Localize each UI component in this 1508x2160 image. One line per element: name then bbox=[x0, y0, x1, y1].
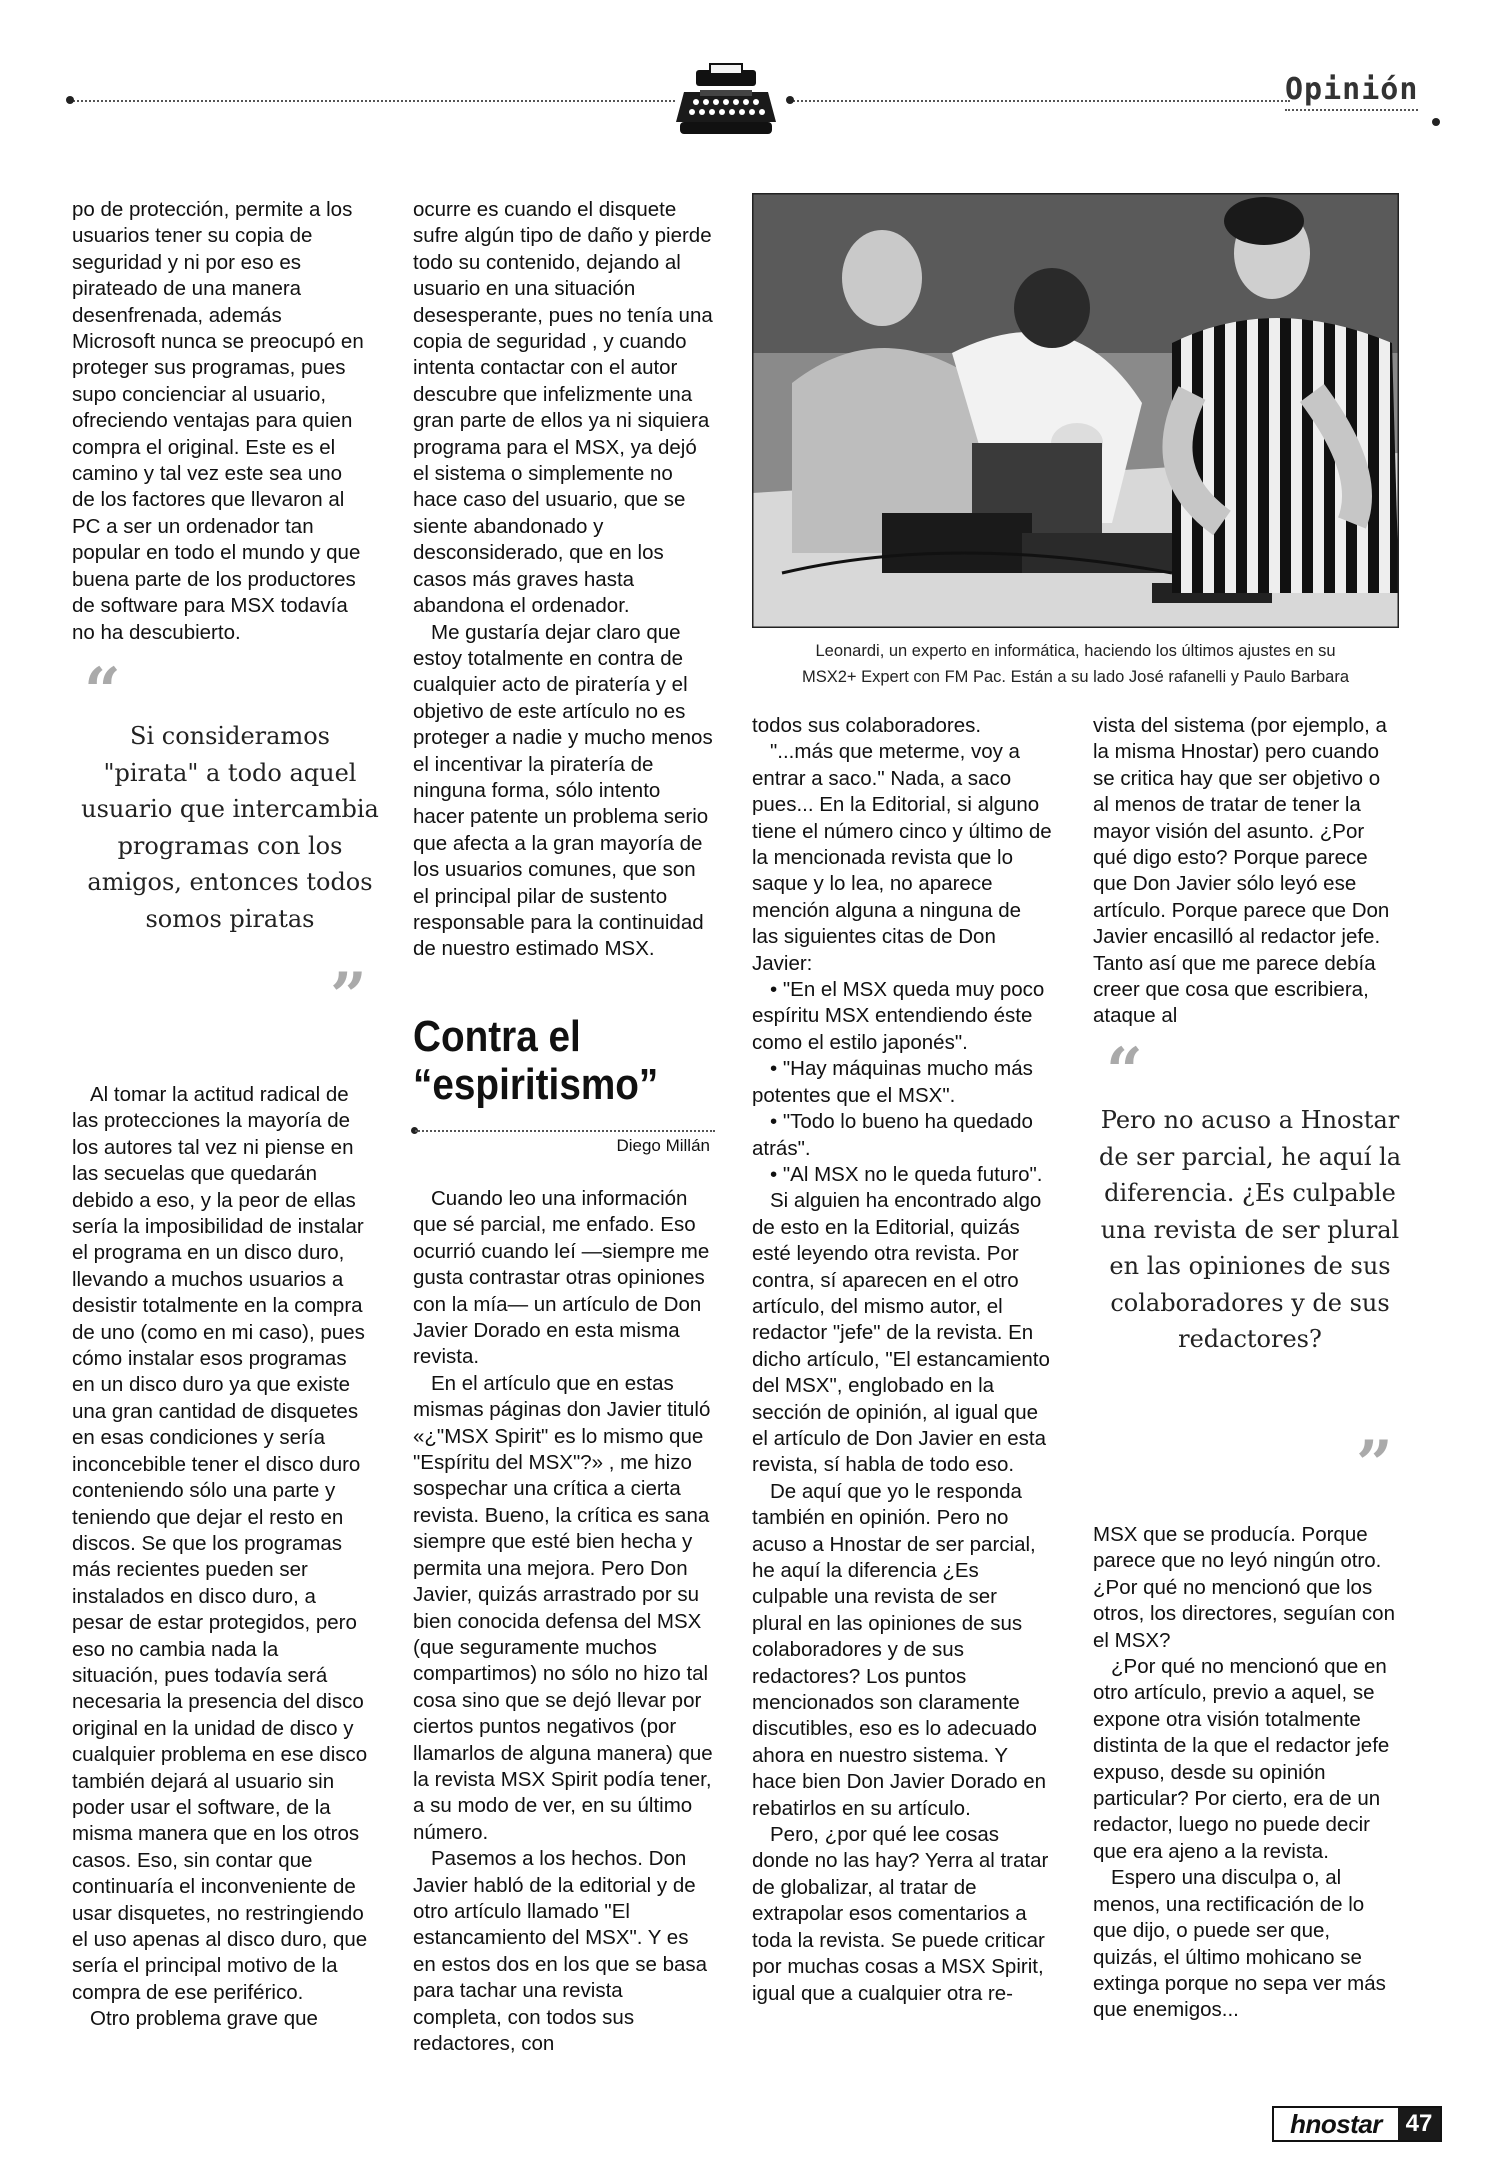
header-dot-left bbox=[66, 96, 74, 104]
paragraph: ¿Por qué no mencionó que en otro artículo, previo a aquel, se expone otra visión totalmente distinta de la que el redactor jefe expuso, desde su opinión particular? Por cierto, era de un redactor, luego no puede decir que era ajeno a la revista. bbox=[1093, 1655, 1390, 1863]
author-name: Diego Millán bbox=[616, 1136, 710, 1155]
paragraph: Al tomar la actitud radical de las protecciones la mayoría de los autores tal vez ni piense en las secuelas que quedarán debido a eso, y la peor de ellas sería la imposibilidad de instalar el programa en un disco duro, llevando a muchos usuarios a desistir totalmente en la compra de uno (como en mi caso), pues cómo instalar esos programas en un disco duro ya que existe una gran cantidad de disquetes en esas condiciones y sería inconcebible tener el disco duro conteniendo sólo una parte y teniendo que dejar el resto en discos. Se que los programas más recientes pueden ser instalados en disco duro, a pesar de estar protegidos, pero eso no cambia nada la situación, pues todavía será necesaria la presencia del disco original en la unidad de disco y cualquier problema en ese disco también dejará al usuario sin poder usar el software, de la misma manera que en los otros casos. Eso, sin contar que continuaría el inconveniente de usar disquetes, no restringiendo el uso apenas al disco duro, que sería el principal motivo de la compra de ese periférico. bbox=[72, 1083, 368, 2004]
col4-bottom-text bbox=[1093, 1522, 1397, 2024]
quote-close-icon: ” bbox=[330, 959, 367, 1034]
paragraph: ocurre es cuando el disquete sufre algún tipo de daño y pierde todo su contenido, dejando al usuario en una situación desesperante, pues no tenía una copia de seguridad , y cuando intenta contactar con el autor descubre que infelizmente una gran parte de ellos ya ni siquiera programa para el MSX, ya dejó el sistema o simplemente no hace caso del usuario, que se siente abandonado y desconsiderado, que en los casos más graves hasta abandona el ordenador. bbox=[413, 198, 713, 618]
quote-open-icon: “ bbox=[1106, 1034, 1143, 1109]
paragraph: Espero una disculpa o, al menos, una rectificación de lo que dijo, o puede ser que, quizás, el último mohicano se extinga porque no sepa ver más que enemigos... bbox=[1093, 1866, 1386, 2022]
footer-brand: hnostar bbox=[1274, 2108, 1398, 2140]
footer-badge bbox=[1272, 2106, 1442, 2142]
paragraph: De aquí que yo le responda también en opinión. Pero no acuso a Hnostar de ser parcial, he aquí la diferencia ¿Es culpable una revista de ser plural en las opiniones de sus colaboradores y de sus redactores? Los puntos mencionados son claramente discutibles, eso es lo adecuado ahora en nuestro sistema. Y hace bien Don Javier Dorado en rebatirlos en su artículo. bbox=[752, 1479, 1047, 1820]
bullet-item: • "En el MSX queda muy poco espíritu MSX entendiendo éste como el estilo japonés". bbox=[752, 977, 1052, 1056]
quote-open-icon: “ bbox=[84, 654, 121, 729]
paragraph: Pero, ¿por qué lee cosas donde no las hay? Yerra al tratar de globalizar, al tratar de extrapolar esos comentarios a toda la revista. Se puede criticar por muchas cosas a MSX Spirit, igual que a cualquier otra re- bbox=[752, 1823, 1049, 2005]
col2-bottom-text bbox=[413, 1186, 713, 2057]
paragraph: po de protección, permite a los usuarios tener su copia de seguridad y ni por eso es pirateado de una manera desenfrenada, además Microsoft nunca se preocupó en proteger sus programas, pues supo concienciar al usuario, ofreciendo ventajas para quien compra el original. Este es el camino y tal vez este sea uno de los factores que llevaron al PC a ser un ordenador tan popular en todo el mundo y que buena parte de los productores de software para MSX todavía no ha descubierto. bbox=[72, 198, 364, 644]
paragraph: todos sus colaboradores. bbox=[752, 714, 982, 737]
photo bbox=[752, 193, 1399, 628]
page-number: 47 bbox=[1398, 2108, 1440, 2140]
header-dot-mid bbox=[786, 96, 794, 104]
typewriter-icon bbox=[670, 62, 782, 142]
paragraph: Si alguien ha encontrado algo de esto en la Editorial, quizás esté leyendo otra revista. Por contra, sí aparecen en el otro artículo, del mismo autor, el redactor "jefe" de la revista. En dicho artículo, "El estancamiento del MSX", englobado en la sección de opinión, al igual que el artículo de Don Javier en esta revista, sí habla de todo eso. bbox=[752, 1189, 1050, 1477]
header-dot-right bbox=[1432, 118, 1440, 126]
bullet-item: • "Todo lo bueno ha quedado atrás". bbox=[752, 1109, 1052, 1162]
paragraph: Me gustaría dejar claro que estoy totalmente en contra de cualquier acto de piratería y el objetivo de este artículo no es proteger a nadie y mucho menos el incentivar la piratería de ninguna forma, sólo intento hacer patente un problema serio que afecta a la gran mayoría de los usuarios comunes, que son el principal pilar de sustento responsable para la continuidad de nuestro estimado MSX. bbox=[413, 620, 713, 961]
header-rule-right bbox=[790, 100, 1290, 102]
col2-top-text bbox=[413, 197, 713, 963]
paragraph: "...más que meterme, voy a entrar a saco." Nada, a saco pues... En la Editorial, si alguno tiene el número cinco y último de la mencionada revista que lo saque y lo lea, no aparece mención alguna a ninguna de las siguientes citas de Don Javier: bbox=[752, 740, 1052, 975]
paragraph: En el artículo que en estas mismas páginas don Javier tituló «¿"MSX Spirit" es lo mismo que "Espíritu del MSX"?» , me hizo sospechar una crítica a cierta revista. Bueno, la crítica es sana siempre que esté bien hecha y permita una mejora. Pero Don Javier, quizás arrastrado por su bien conocida defensa del MSX (que seguramente muchos compartimos) no sólo no hizo tal cosa sino que se dejó llevar por ciertos puntos negativos (por llamarlos de alguna manera) que la revista MSX Spirit podía tener, a su modo de ver, en su último número. bbox=[413, 1371, 713, 1844]
paragraph: MSX que se producía. Porque parece que no leyó ningún otro. ¿Por qué no mencionó que los otros, los directores, seguían con el MSX? bbox=[1093, 1523, 1395, 1652]
bullet-item: • "Hay máquinas mucho más potentes que el MSX". bbox=[752, 1056, 1052, 1109]
paragraph: vista del sistema (por ejemplo, a la misma Hnostar) pero cuando se critica hay que ser objetivo o al menos de tratar de tener la mayor visión del asunto. ¿Por qué digo esto? Porque parece que Don Javier sólo leyó ese artículo. Porque parece que Don Javier encasilló al redactor jefe. Tanto así que me parece debía creer que cosa que escribiera, ataque al bbox=[1093, 714, 1390, 1028]
paragraph: Cuando leo una información que sé parcial, me enfado. Eso ocurrió cuando leí —siempre me gusta contrastar otras opiniones con la mía— un artículo de Don Javier Dorado en esta misma revista. bbox=[413, 1187, 710, 1369]
col1-top-text bbox=[72, 197, 370, 646]
article-heading bbox=[413, 1013, 677, 1109]
photo-caption bbox=[752, 638, 1399, 690]
paragraph: Pasemos a los hechos. Don Javier habló de la editorial y de otro artículo llamado "El estancamiento del MSX". Y es en estos dos en los que se basa para tachar una revista completa, con todos sus redactores, con bbox=[413, 1847, 708, 2055]
quote-close-icon: ” bbox=[1356, 1427, 1393, 1502]
col4-top-text bbox=[1093, 713, 1397, 1030]
caption-line-1: Leonardi, un experto en informática, haciendo los últimos ajustes en su bbox=[815, 642, 1336, 660]
heading-line-1: Contra el bbox=[413, 1012, 581, 1061]
section-title: Opinión bbox=[1285, 72, 1418, 111]
header-rule-left bbox=[70, 100, 675, 102]
pull-quote-1: Si consideramos "pirata" a todo aquel usuario que intercambia programas con los amigos, entonces todos somos piratas bbox=[81, 722, 379, 933]
bullet-item: • "Al MSX no le queda futuro". bbox=[752, 1162, 1052, 1188]
author-rule bbox=[415, 1130, 715, 1132]
caption-line-2: MSX2+ Expert con FM Pac. Están a su lado José rafanelli y Paulo Barbara bbox=[801, 668, 1350, 686]
heading-line-2: “espiritismo” bbox=[413, 1060, 659, 1109]
pull-quote-2: Pero no acuso a Hnostar de ser parcial, he aquí la diferencia. ¿Es culpable una revista de ser plural en las opiniones de sus colaboradores y de sus redactores? bbox=[1098, 1106, 1402, 1353]
col3-text bbox=[752, 713, 1052, 2007]
col1-bottom-text bbox=[72, 1082, 370, 2033]
paragraph: Otro problema grave que bbox=[90, 2007, 318, 2031]
